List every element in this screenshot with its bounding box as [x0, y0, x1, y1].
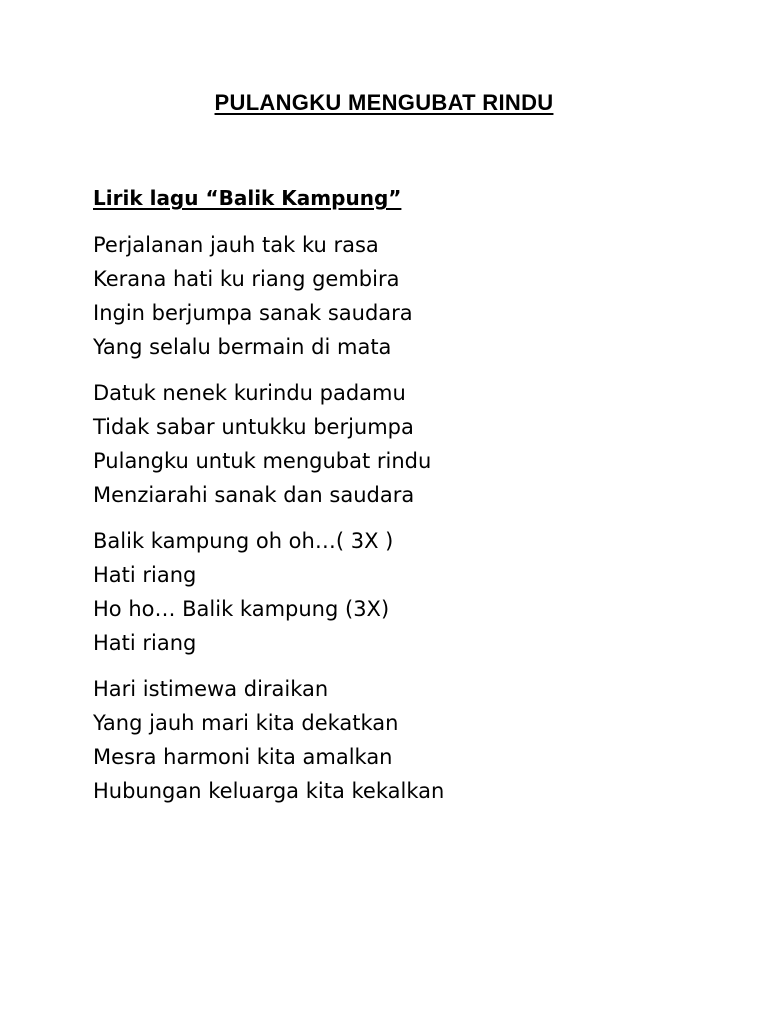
lyric-line: Hari istimewa diraikan: [93, 677, 329, 701]
song-heading: Lirik lagu “Balik Kampung”: [93, 186, 402, 210]
lyric-line: Hati riang: [93, 563, 197, 587]
lyric-line: Hati riang: [93, 631, 197, 655]
stanza-4: [93, 672, 733, 808]
stanza-2: [93, 376, 733, 512]
page-title: PULANGKU MENGUBAT RINDU: [214, 90, 554, 115]
lyric-line: Yang selalu bermain di mata: [93, 335, 392, 359]
lyric-line: Pulangku untuk mengubat rindu: [93, 449, 432, 473]
lyrics-body: [93, 228, 733, 820]
lyric-line: Ingin berjumpa sanak saudara: [93, 301, 413, 325]
stanza-1: [93, 228, 733, 364]
lyric-line: Ho ho… Balik kampung (3X): [93, 597, 390, 621]
lyric-line: Datuk nenek kurindu padamu: [93, 381, 406, 405]
lyric-line: Mesra harmoni kita amalkan: [93, 745, 393, 769]
lyric-line: Hubungan keluarga kita kekalkan: [93, 779, 445, 803]
lyric-line: Menziarahi sanak dan saudara: [93, 483, 415, 507]
lyric-line: Yang jauh mari kita dekatkan: [93, 711, 399, 735]
stanza-3: [93, 524, 733, 660]
lyric-line: Kerana hati ku riang gembira: [93, 267, 400, 291]
lyric-line: Balik kampung oh oh…( 3X ): [93, 529, 394, 553]
lyric-line: Perjalanan jauh tak ku rasa: [93, 233, 379, 257]
lyric-line: Tidak sabar untukku berjumpa: [93, 415, 414, 439]
